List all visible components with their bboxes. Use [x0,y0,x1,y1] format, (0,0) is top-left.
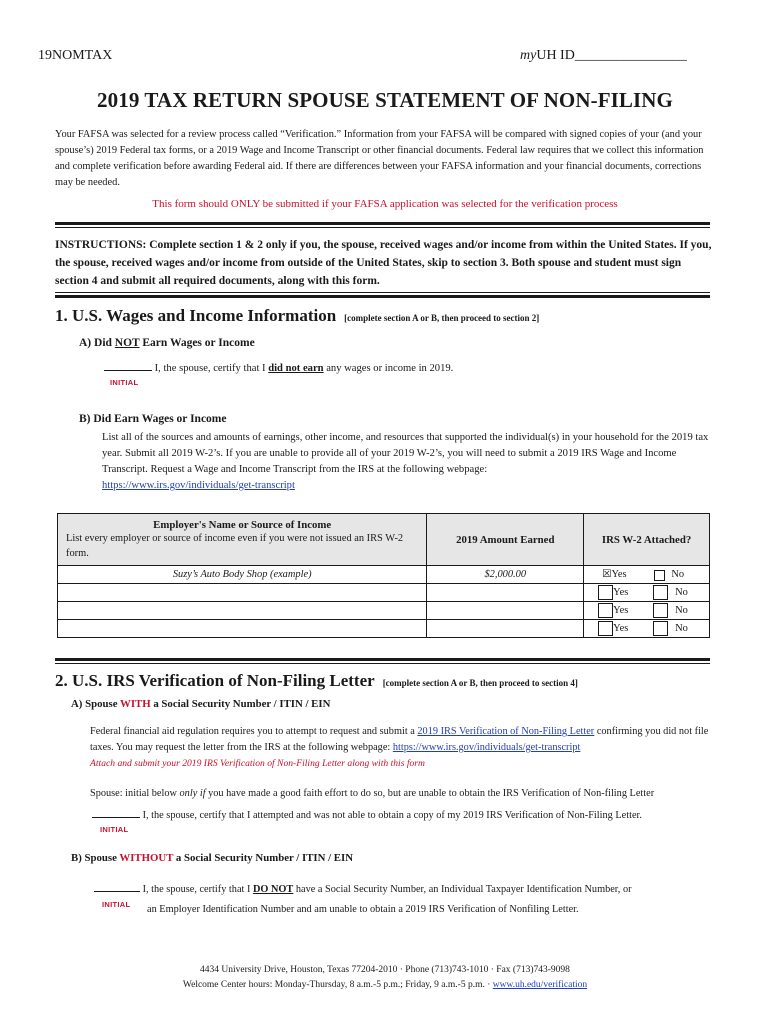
id-line[interactable]: ________________ [574,48,687,63]
w2-column-header: IRS W-2 Attached? [584,514,710,566]
yes-checkbox[interactable] [598,603,613,618]
example-w2-cell [584,566,710,584]
example-no: No [671,569,685,581]
amount-cell[interactable] [427,584,584,602]
page-title: 2019 TAX RETURN SPOUSE STATEMENT OF NON-FILING [97,88,673,112]
section2-b-initial-line[interactable] [94,891,140,892]
section1-title: 1. U.S. Wages and Income Information [55,306,337,325]
section2-a-spouse-post: you have made a good faith effort to do so, but are unable to obtain the IRS Verification of Non-filing Letter [205,788,655,799]
section2-b-text1-post: have a Social Security Number, an Individual Taxpayer Identification Number, or [293,884,632,895]
section1-a-initial-label: INITIAL [110,378,139,387]
intro-paragraph: Your FAFSA was selected for a review process called “Verification.” Information from your FAFSA will be compared with signed copies of your (and your spouse’s) 2019 Federal tax forms, or a 2019 Wage and Income Transcript or other financial documents. Federal law requires that we collect this information and complete verification before awarding Federal aid. If there are differences between your FAFSA information and your financial documents, corrections may be needed. [55,129,704,188]
section2-subtitle: [complete section A or B, then proceed to section 4] [382,678,578,688]
yes-checkbox[interactable] [598,585,613,600]
no-checkbox[interactable] [653,603,668,618]
no-label: No [675,622,688,634]
section2-a-spouse-pre: Spouse: initial below [90,788,180,799]
section2-title: 2. U.S. IRS Verification of Non-Filing Letter [55,671,375,690]
section2-a-head-emph: WITH [120,698,151,710]
section1-a-suffix: Earn Wages or Income [139,337,255,349]
myuh-id-label [520,48,687,64]
yes-label: Yes [613,604,629,616]
verification-note: This form should ONLY be submitted if your FAFSA application was selected for the verification process [152,198,618,210]
checked-box-icon: ☒ [602,569,612,581]
section2-a-certify-text: I, the spouse, certify that I attempted and was not able to obtain a copy of my 2019 IRS Verification of Non-Filing Letter. [142,810,642,821]
section2-b-head-post: a Social Security Number / ITIN / EIN [173,852,353,864]
section2-a-red-note: Attach and submit your 2019 IRS Verification of Non-Filing Letter along with this form [90,758,425,769]
section2-a-heading [71,698,330,710]
yes-checkbox[interactable] [598,621,613,636]
divider-section2-thick [55,658,710,661]
section1-a-heading [79,337,255,349]
example-amount: $2,000.00 [427,566,584,584]
table-row [58,602,710,620]
footer-hours [0,978,770,993]
section2-b-head-emph: WITHOUT [119,852,174,864]
w2-cell [584,620,710,638]
nonfiling-letter-link[interactable]: 2019 IRS Verification of Non-Filing Letter [417,726,595,737]
section1-b-heading: B) Did Earn Wages or Income [79,413,227,425]
section1-a-initial-line[interactable] [104,370,152,371]
section1-heading [55,306,539,326]
example-no-checkbox[interactable] [654,570,665,581]
yes-label: Yes [613,622,629,634]
section2-a-spouse-text [90,786,740,802]
employer-column-subtitle: List every employer or source of income even if you were not issued an IRS W-2 form. [66,532,404,559]
no-checkbox[interactable] [653,621,668,636]
divider-mid-thick [55,295,710,298]
section1-a-text-emph: did not earn [268,363,324,374]
id-label: UH ID [536,48,575,63]
section2-a-text-mid: confirming you did not file taxes. You may request the letter from the IRS at the following webpage: [90,726,709,753]
section1-a-prefix: A) Did [79,337,115,349]
section2-b-text1-emph: DO NOT [252,884,294,895]
section1-a-not: NOT [114,337,140,349]
section2-b-text1-pre: I, the spouse, certify that I [142,884,253,895]
section2-b-head-pre: B) Spouse [71,852,120,864]
section2-a-initial-label: INITIAL [100,825,129,834]
section2-a-text [90,724,730,772]
table-row [58,620,710,638]
yes-label: Yes [613,586,629,598]
verification-link[interactable]: www.uh.edu/verification [492,980,588,990]
section2-b-certify [94,882,632,898]
w2-cell [584,602,710,620]
section2-b-text2: an Employer Identification Number and am unable to obtain a 2019 IRS Verification of Nonfiling Letter. [147,904,579,915]
table-row [58,566,710,584]
divider-mid-thin [55,292,710,293]
divider-top-thin [55,227,710,228]
w2-cell [584,584,710,602]
footer-hours-text: Welcome Center hours: Monday-Thursday, 8 a.m.-5 p.m.; Friday, 9 a.m.-5 p.m. · [182,980,493,990]
no-label: No [675,586,688,598]
instructions: INSTRUCTIONS: Complete section 1 & 2 only if you, the spouse, received wages and/or income from within the United States. If you, the spouse, received wages and/or income from outside of the United States, skip to section 3. Both spouse and student must sign section 4 and submit all required documents, along with this form. [55,239,712,287]
employer-cell[interactable] [58,620,427,638]
section1-b-text [102,430,722,494]
id-prefix: my [520,48,537,63]
example-employer: Suzy’s Auto Body Shop (example) [58,566,427,584]
amount-column-header: 2019 Amount Earned [427,514,584,566]
section1-b-paragraph: List all of the sources and amounts of earnings, other income, and resources that supported the individual(s) in your household for the 2019 tax year. Submit all 2019 W-2’s. If you are unable to provide all of your 2019 W-2’s, you will need to submit a 2019 IRS Wage and Income Transcript. Request a Wage and Income Transcript from the IRS at the following webpage: [102,432,709,475]
section2-a-head-post: a Social Security Number / ITIN / EIN [150,698,331,710]
employer-column-header [58,514,427,566]
section1-subtitle: [complete section A or B, then proceed to section 2] [344,313,540,323]
amount-cell[interactable] [427,620,584,638]
irs-transcript-link-2[interactable]: https://www.irs.gov/individuals/get-transcript [392,742,581,753]
example-yes: Yes [611,569,627,581]
income-table [57,513,710,638]
section2-b-heading [71,852,353,864]
section1-a-text-post: any wages or income in 2019. [323,363,454,374]
section2-b-initial-label: INITIAL [102,900,131,909]
section1-a-certify [104,361,453,377]
no-checkbox[interactable] [653,585,668,600]
section2-a-text-pre: Federal financial aid regulation requires you to attempt to request and submit a [90,726,418,737]
income-table-header [58,514,710,566]
divider-section2-thin [55,663,710,664]
amount-cell[interactable] [427,602,584,620]
employer-cell[interactable] [58,584,427,602]
section2-a-certify [92,808,642,824]
employer-column-title: Employer's Name or Source of Income [153,518,332,531]
form-code: 19NOMTAX [38,48,113,63]
section2-heading [55,671,578,691]
employer-cell[interactable] [58,602,427,620]
no-label: No [675,604,688,616]
divider-top-thick [55,222,710,225]
section2-a-spouse-emph: only if [179,788,206,799]
section1-a-text-pre: I, the spouse, certify that I [154,363,269,374]
irs-transcript-link[interactable]: https://www.irs.gov/individuals/get-transcript [102,480,295,491]
table-row [58,584,710,602]
section2-a-head-pre: A) Spouse [71,698,121,710]
footer-address: 4434 University Drive, Houston, Texas 77204-2010 · Phone (713)743-1010 · Fax (713)743-9098 [200,965,570,975]
section2-a-initial-line[interactable] [92,817,140,818]
